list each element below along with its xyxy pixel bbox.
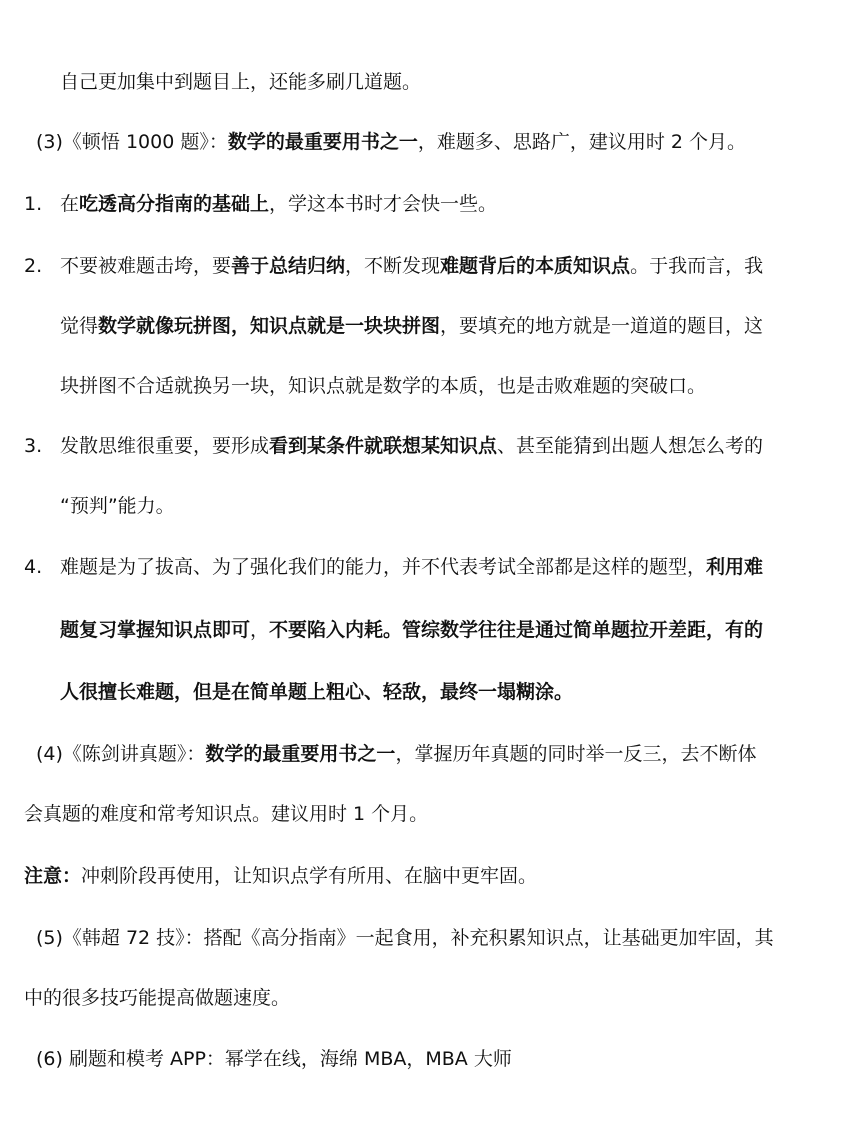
section-4-heading: (4)《陈剑讲真题》：数学的最重要用书之一，掌握历年真题的同时举一反三，去不断体 xyxy=(36,743,757,765)
list-item-2-line-3: 块拼图不合适就换另一块，知识点就是数学的本质，也是击败难题的突破口。 xyxy=(60,375,707,397)
section-3-heading: (3)《顿悟 1000 题》：数学的最重要用书之一，难题多、思路广，建议用时 2 个月。 xyxy=(36,131,747,153)
list-number-3: 3. xyxy=(24,435,43,457)
list-item-1: 在吃透高分指南的基础上，学这本书时才会快一些。 xyxy=(60,193,498,215)
list-number-2: 2. xyxy=(24,255,43,277)
list-item-2-line-1: 不要被难题击垮，要善于总结归纳，不断发现难题背后的本质知识点。于我而言，我 xyxy=(60,255,764,277)
section-5-line-2: 中的很多技巧能提高做题速度。 xyxy=(24,987,291,1009)
note: 注意：冲刺阶段再使用，让知识点学有所用、在脑中更牢固。 xyxy=(24,865,538,887)
section-6: (6) 刷题和模考 APP：幂学在线，海绵 MBA，MBA 大师 xyxy=(36,1048,512,1070)
section-4-line-2: 会真题的难度和常考知识点。建议用时 1 个月。 xyxy=(24,803,429,825)
list-item-3-line-2: “预判”能力。 xyxy=(60,495,175,517)
section-5-line-1: (5)《韩超 72 技》：搭配《高分指南》一起食用，补充积累知识点，让基础更加牢固，其 xyxy=(36,927,774,949)
list-item-3-line-1: 发散思维很重要，要形成看到某条件就联想某知识点、甚至能猜到出题人想怎么考的 xyxy=(60,435,764,457)
list-item-4-line-3: 人很擅长难题，但是在简单题上粗心、轻敌，最终一塌糊涂。 xyxy=(60,681,574,703)
list-item-4-line-1: 难题是为了拔高、为了强化我们的能力，并不代表考试全部都是这样的题型，利用难 xyxy=(60,556,764,578)
list-item-4-line-2: 题复习掌握知识点即可，不要陷入内耗。管综数学往往是通过简单题拉开差距，有的 xyxy=(60,619,764,641)
list-number-4: 4. xyxy=(24,556,43,578)
paragraph-continuation: 自己更加集中到题目上，还能多刷几道题。 xyxy=(60,71,422,93)
list-number-1: 1. xyxy=(24,193,43,215)
list-item-2-line-2: 觉得数学就像玩拼图，知识点就是一块块拼图，要填充的地方就是一道道的题目，这 xyxy=(60,315,764,337)
